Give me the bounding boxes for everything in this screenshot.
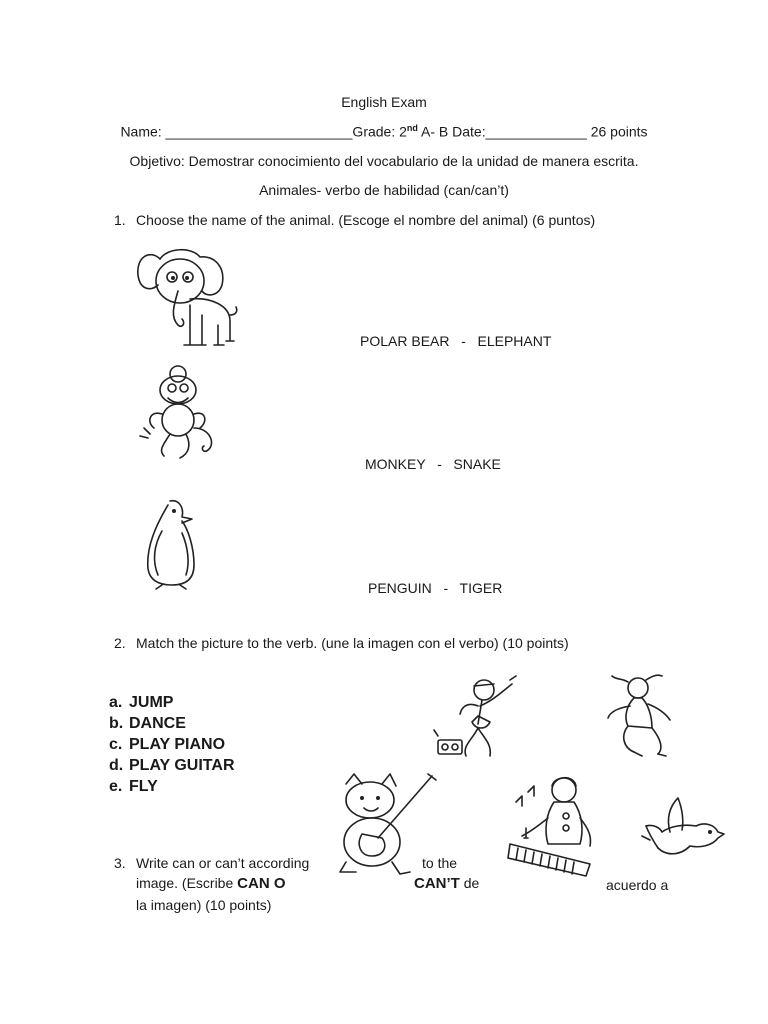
section2-number: 2. [114,635,126,651]
elephant-drawing [130,245,240,351]
section3-line1b: to the [422,855,458,871]
cant-label: CAN’T [414,875,460,892]
animal-options-2: MONKEY - SNAKE [365,456,501,472]
section3-number: 3. [114,855,126,871]
animal-options-1: POLAR BEAR - ELEPHANT [360,333,552,349]
jumping-girl-drawing [600,672,680,760]
name-grade-date-line [0,123,768,140]
section3-cant-line: CAN’T de [414,875,480,892]
flying-bird-drawing [640,796,724,862]
grade-superscript: nd [406,123,418,133]
objective-text: Objetivo: Demostrar conocimiento del vocabulario de la unidad de manera escrita. [129,153,639,169]
verb-item-play-guitar: d. PLAY GUITAR [109,757,235,774]
verb-list [109,692,235,797]
monkey-drawing [134,358,226,468]
name-label: Name: ________________________Grade: 2 [120,123,407,140]
section3-acuerdo: acuerdo a [606,877,669,893]
verb-item-fly: e. FLY [109,778,158,795]
verb-item-play-piano: c. PLAY PIANO [109,736,226,753]
section2-instruction: Match the picture to the verb. (une la imagen con el verbo) (10 points) [136,635,569,651]
section3-line2: image. (Escribe CAN O [136,875,286,892]
cat-guitar-drawing [336,772,436,878]
dancing-girl-drawing [432,676,524,768]
section3-line3: la imagen) (10 points) [136,897,272,913]
verb-item-dance: b. DANCE [109,715,186,732]
section1-instruction: Choose the name of the animal. (Escoge el nombre del animal) (6 puntos) [136,212,596,228]
can-o-label: CAN O [237,875,286,892]
verb-item-jump: a. JUMP [109,694,174,711]
section3-line1: Write can or can’t according [136,855,310,871]
section1-number: 1. [114,212,126,228]
date-points-label: A- B Date:_____________ 26 points [417,123,648,140]
topic-text: Animales- verbo de habilidad (can/can’t) [259,182,509,198]
penguin-drawing [140,497,210,589]
animal-options-3: PENGUIN - TIGER [368,580,503,596]
piano-player-drawing [508,772,602,894]
exam-title: English Exam [341,94,427,110]
